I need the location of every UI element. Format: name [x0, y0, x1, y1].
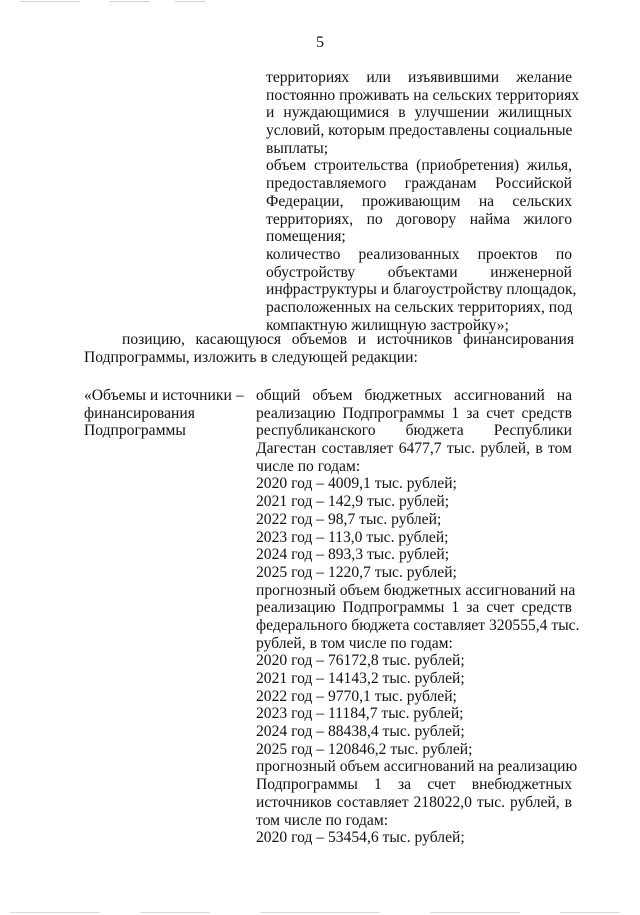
text-line: 2025 год – 1220,7 тыс. рублей;	[256, 563, 457, 581]
table-dash: –	[236, 387, 244, 404]
text-line: Подпрограммы 1 за счет внебюджетных	[256, 776, 572, 794]
text-line: 2021 год – 14143,2 тыс. рублей;	[256, 670, 465, 687]
text-line: финансирования	[84, 404, 195, 422]
text-line: 2020 год – 76172,8 тыс. рублей;	[256, 652, 465, 670]
table-right-content	[256, 387, 580, 847]
text-line: реализацию Подпрограммы 1 за счет средств	[256, 599, 572, 617]
intro-paragraph	[84, 331, 574, 366]
text-line: 2024 год – 893,3 тыс. рублей;	[256, 546, 450, 564]
text-line: «Объемы и источники	[84, 387, 232, 404]
text-line: Дагестан составляет 6477,7 тыс. рублей, в том	[256, 440, 572, 458]
text-line: реализацию Подпрограммы 1 за счет средств	[256, 404, 572, 422]
text-line: объем строительства (приобретения) жилья,	[266, 157, 572, 175]
text-line: 2025 год – 120846,2 тыс. рублей;	[256, 740, 473, 758]
table-left-label	[84, 387, 249, 440]
text-line: инфраструктуры и благоустройству площадок,	[266, 281, 577, 299]
text-line: и нуждающимися в улучшении жилищных	[266, 104, 572, 122]
scan-top-edge	[0, 0, 640, 4]
text-line: 2022 год – 98,7 тыс. рублей;	[256, 510, 442, 528]
text-line: 2023 год – 11184,7 тыс. рублей;	[256, 705, 464, 723]
text-line: 2021 год – 142,9 тыс. рублей;	[256, 493, 450, 511]
text-line: предоставляемого гражданам Российской	[266, 175, 572, 193]
text-line: 2024 год – 88438,4 тыс. рублей;	[256, 723, 465, 741]
text-line: помещения;	[266, 228, 346, 246]
text-line: общий объем бюджетных ассигнований на	[256, 387, 572, 404]
text-line: постоянно проживать на сельских территориях	[266, 86, 580, 104]
text-line: Подпрограммы	[84, 422, 186, 440]
intro-line: Подпрограммы, изложить в следующей редакции:	[84, 348, 418, 366]
intro-line: позицию, касающуюся объемов и источников финансирования	[122, 331, 574, 348]
text-line: прогнозный объем бюджетных ассигнований на	[256, 581, 576, 599]
text-line: 2020 год – 4009,1 тыс. рублей;	[256, 475, 457, 493]
text-line: обустройству объектами инженерной	[266, 263, 572, 281]
page-number: 5	[316, 34, 324, 51]
text-line: выплаты;	[266, 139, 329, 157]
text-line: том числе по годам:	[256, 811, 389, 829]
text-line: компактную жилищную застройку»;	[266, 316, 509, 334]
text-line: источников составляет 218022,0 тыс. рублей, в	[256, 793, 572, 811]
text-line: 2022 год – 9770,1 тыс. рублей;	[256, 687, 457, 705]
text-line: прогнозный объем ассигнований на реализацию	[256, 758, 578, 776]
text-line: федерального бюджета составляет 320555,4 тыс.	[256, 616, 580, 634]
text-line: 2020 год – 53454,6 тыс. рублей;	[256, 829, 465, 847]
text-line: числе по годам:	[256, 457, 361, 475]
text-line: территориях, по договору найма жилого	[266, 210, 572, 228]
text-line: Федерации, проживающим на сельских	[266, 192, 572, 210]
text-line: республиканского бюджета Республики	[256, 422, 572, 440]
indicators-list	[266, 69, 580, 334]
text-line: расположенных на сельских территориях, под	[266, 298, 573, 316]
text-line: территориях или изъявившими желание	[266, 69, 572, 86]
text-line: 2023 год – 113,0 тыс. рублей;	[256, 528, 449, 546]
text-line: количество реализованных проектов по	[266, 245, 572, 263]
text-line: рублей, в том числе по годам:	[256, 634, 453, 652]
text-line: условий, которым предоставлены социальные	[266, 122, 573, 140]
scan-bottom-edge	[0, 911, 640, 915]
